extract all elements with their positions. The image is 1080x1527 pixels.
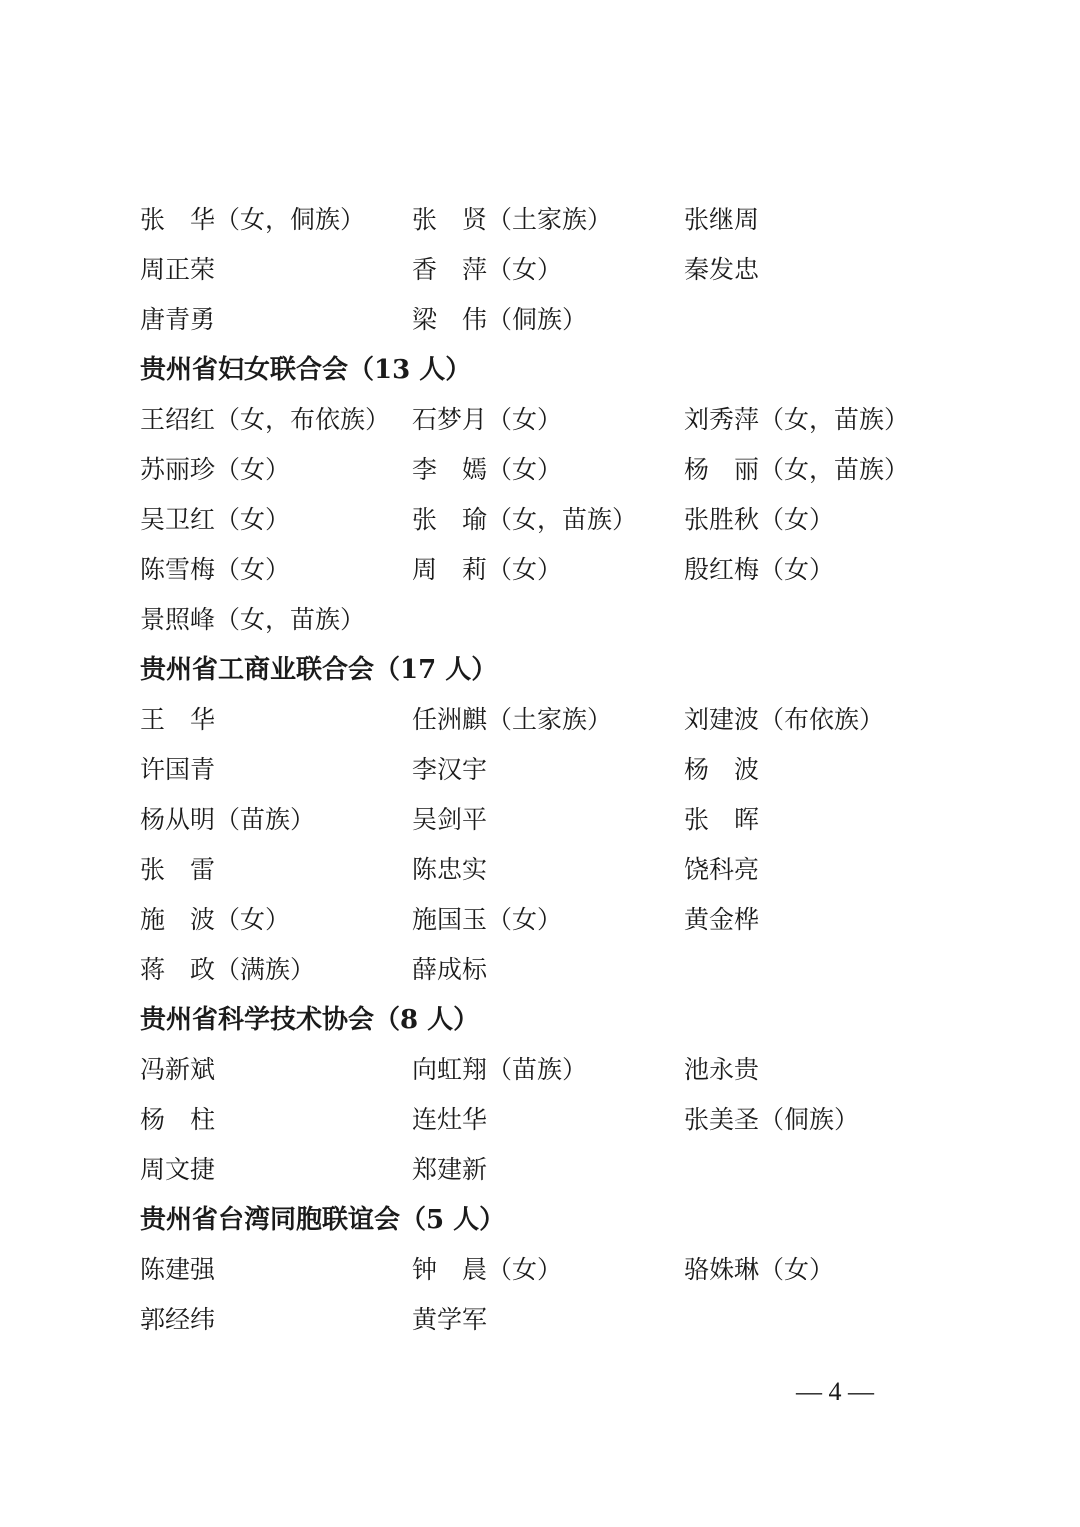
member-name: 王 华 (140, 705, 216, 734)
member-name: 杨 丽（女，苗族） (684, 455, 910, 484)
member-row (140, 495, 960, 545)
member-name: 吴卫红（女） (140, 505, 291, 534)
member-name: 张 瑜（女，苗族） (412, 505, 638, 534)
member-row (140, 445, 960, 495)
member-row (140, 395, 960, 445)
member-row (140, 795, 960, 845)
member-row (140, 695, 960, 745)
member-name: 石梦月（女） (412, 405, 563, 434)
member-name: 李 嫣（女） (412, 455, 563, 484)
member-name: 饶科亮 (684, 855, 760, 884)
member-row (140, 1145, 960, 1195)
member-name: 骆姝琳（女） (684, 1255, 835, 1284)
member-name: 任洲麒（土家族） (412, 705, 613, 734)
member-name: 薛成标 (412, 955, 488, 984)
member-name: 苏丽珍（女） (140, 455, 291, 484)
member-list (140, 195, 960, 1345)
member-name: 蒋 政（满族） (140, 955, 316, 984)
member-name: 张 华（女，侗族） (140, 205, 366, 234)
member-name: 郑建新 (412, 1155, 488, 1184)
member-name: 陈建强 (140, 1255, 216, 1284)
section-heading: 贵州省台湾同胞联谊会（5 人） (140, 1205, 506, 1235)
member-name (684, 295, 960, 345)
member-name: 刘秀萍（女，苗族） (684, 405, 910, 434)
member-name: 黄金桦 (684, 905, 760, 934)
member-name (684, 1295, 960, 1345)
member-name: 张胜秋（女） (684, 505, 835, 534)
member-name: 冯新斌 (140, 1055, 216, 1084)
member-name: 殷红梅（女） (684, 555, 835, 584)
member-name: 杨从明（苗族） (140, 805, 316, 834)
member-name: 向虹翔（苗族） (412, 1055, 588, 1084)
member-name: 许国青 (140, 755, 216, 784)
member-name: 张 晖 (684, 805, 760, 834)
member-name: 施 波（女） (140, 905, 291, 934)
member-name: 池永贵 (684, 1055, 760, 1084)
member-name: 香 萍（女） (412, 255, 563, 284)
page-number: — 4 — (796, 1377, 874, 1406)
member-name: 秦发忠 (684, 255, 760, 284)
member-row (140, 245, 960, 295)
member-name: 周文捷 (140, 1155, 216, 1184)
member-row (140, 1245, 960, 1295)
member-name: 周 莉（女） (412, 555, 563, 584)
member-name: 唐青勇 (140, 305, 216, 334)
member-name: 杨 波 (684, 755, 760, 784)
member-name (684, 1145, 960, 1195)
member-row (140, 895, 960, 945)
member-row (140, 1095, 960, 1145)
member-name: 陈忠实 (412, 855, 488, 884)
member-name: 施国玉（女） (412, 905, 563, 934)
member-row (140, 945, 960, 995)
member-name: 钟 晨（女） (412, 1255, 563, 1284)
member-row (140, 745, 960, 795)
member-name: 刘建波（布依族） (684, 705, 885, 734)
member-name: 郭经纬 (140, 1305, 216, 1334)
member-name: 黄学军 (412, 1305, 488, 1334)
member-name: 陈雪梅（女） (140, 555, 291, 584)
member-name (684, 945, 960, 995)
member-row (140, 295, 960, 345)
member-name: 张美圣（侗族） (684, 1105, 860, 1134)
section-heading: 贵州省工商业联合会（17 人） (140, 655, 498, 685)
member-name: 李汉宇 (412, 755, 488, 784)
member-name: 梁 伟（侗族） (412, 305, 588, 334)
member-name: 吴剑平 (412, 805, 488, 834)
member-name (412, 595, 684, 645)
member-row (140, 595, 960, 645)
member-row (140, 195, 960, 245)
member-name: 张继周 (684, 205, 760, 234)
member-name: 张 雷 (140, 855, 216, 884)
member-name (684, 595, 960, 645)
member-name: 景照峰（女，苗族） (140, 605, 366, 634)
member-name: 张 贤（土家族） (412, 205, 613, 234)
member-row (140, 845, 960, 895)
member-row (140, 1045, 960, 1095)
member-row (140, 1295, 960, 1345)
member-name: 连灶华 (412, 1105, 488, 1134)
section-heading: 贵州省妇女联合会（13 人） (140, 355, 472, 385)
section-heading: 贵州省科学技术协会（8 人） (140, 1005, 480, 1035)
member-name: 周正荣 (140, 255, 216, 284)
member-row (140, 545, 960, 595)
member-name: 王绍红（女，布依族） (140, 405, 391, 434)
member-name: 杨 柱 (140, 1105, 216, 1134)
